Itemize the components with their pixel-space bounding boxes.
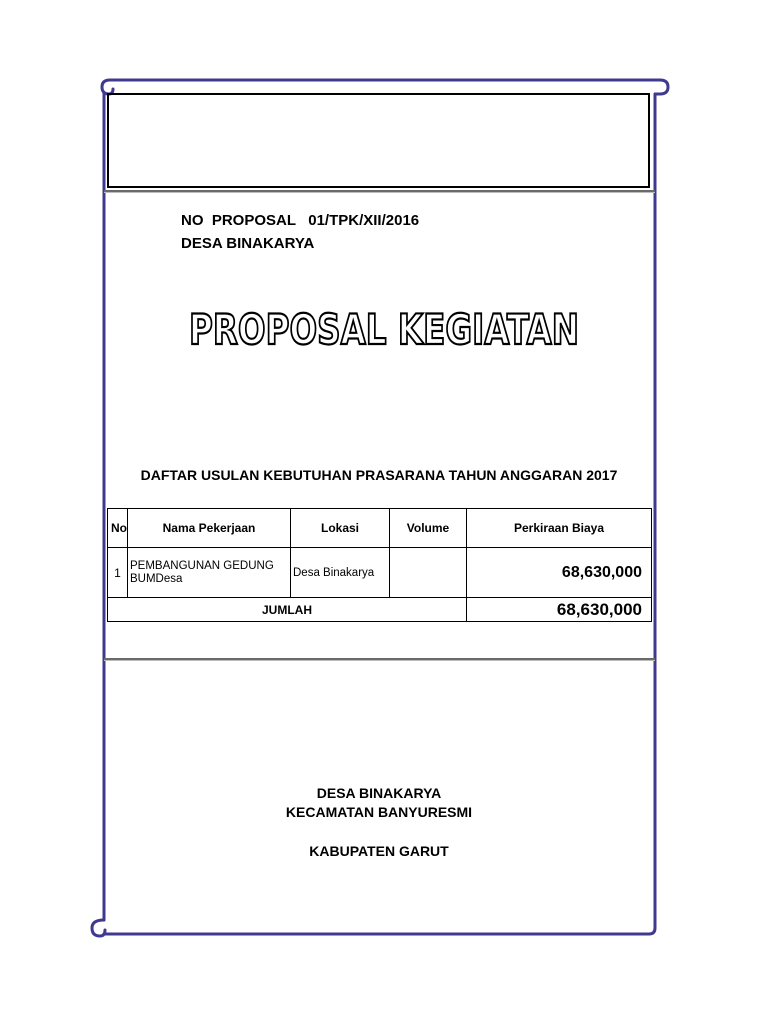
proposal-title: [0, 296, 768, 360]
header-cost: Perkiraan Biaya: [467, 509, 652, 548]
header-no: No: [108, 509, 128, 548]
row-location: Desa Binakarya: [291, 548, 390, 598]
header-blank-box: [107, 93, 650, 188]
header-name: Nama Pekerjaan: [128, 509, 291, 548]
table-header-row: [108, 509, 652, 548]
footer-district: KECAMATAN BANYURESMI: [285, 804, 473, 820]
total-label: JUMLAH: [108, 598, 467, 622]
budget-table: [107, 508, 652, 622]
row-no: 1: [108, 548, 128, 598]
row-volume: [390, 548, 467, 598]
header-volume: Volume: [390, 509, 467, 548]
total-value: 68,630,000: [467, 598, 652, 622]
bottom-divider: [104, 658, 655, 661]
header-location: Lokasi: [291, 509, 390, 548]
footer-village: DESA BINAKARYA: [316, 785, 442, 801]
total-row: [108, 598, 652, 622]
proposal-village: DESA BINAKARYA: [181, 235, 315, 252]
row-cost: 68,630,000: [467, 548, 652, 598]
list-title: DAFTAR USULAN KEBUTUHAN PRASARANA TAHUN ANGGARAN 2017: [140, 467, 618, 483]
proposal-number: NO PROPOSAL 01/TPK/XII/2016: [181, 212, 420, 229]
row-name: PEMBANGUNAN GEDUNG BUMDesa: [128, 548, 291, 598]
table-row: [108, 548, 652, 598]
proposal-title-text: PROPOSAL KEGIATAN: [189, 305, 579, 354]
top-divider: [104, 190, 655, 193]
footer-regency: KABUPATEN GARUT: [309, 843, 449, 859]
